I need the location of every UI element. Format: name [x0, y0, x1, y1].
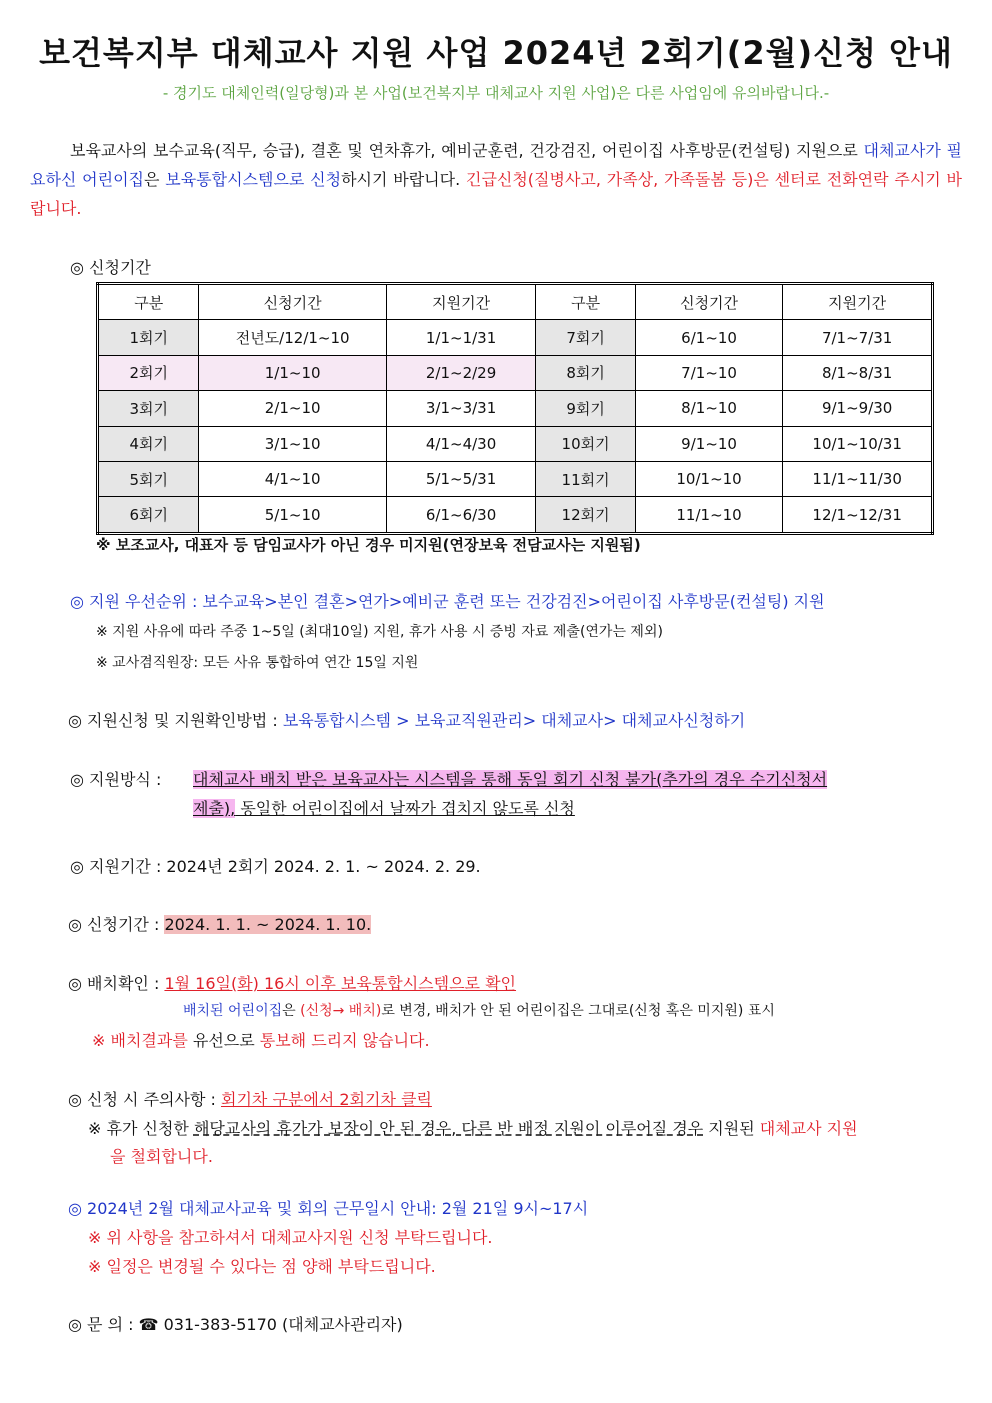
- header-cell: 구분: [536, 284, 636, 320]
- intro-paragraph: 보육교사의 보수교육(직무, 승급), 결혼 및 연차휴가, 예비군훈련, 건강검진, 어린이집 사후방문(컨설팅) 지원으로 대체교사가 필요하신 어린이집은 보육통합시스템으로 신청하시기 바랍니다. 긴급신청(질병사고, 가족상, 가족돌봄 등)은 센터로 전화연락 주시기 바랍니다.: [30, 141, 963, 218]
- round-cell: 9회기: [536, 391, 636, 426]
- schedule-note: ※ 보조교사, 대표자 등 담임교사가 아닌 경우 미지원(연장보육 전담교사는 지원됨): [96, 536, 641, 554]
- table-cell: 4/1~10: [199, 461, 386, 496]
- round-cell: 10회기: [536, 426, 636, 461]
- table-row-highlighted: [98, 355, 933, 390]
- table-cell: 8/1~10: [635, 391, 782, 426]
- table-row: [98, 497, 933, 533]
- table-cell: 5/1~10: [199, 497, 386, 533]
- round-cell: 12회기: [536, 497, 636, 533]
- table-cell: 11/1~11/30: [783, 461, 933, 496]
- support-method-line-1: 대체교사 배치 받은 보육교사는 시스템을 통해 동일 회기 신청 불가(추가의 경우 수기신청서: [193, 770, 828, 789]
- round-cell: 8회기: [536, 355, 636, 390]
- round-cell: 6회기: [98, 497, 199, 533]
- placement-detail: 배치된 어린이집은 (신청→ 배치)로 변경, 배치가 안 된 어린이집은 그대로(신청 혹은 미지원) 표시: [183, 1003, 775, 1019]
- round-cell: 4회기: [98, 426, 199, 461]
- table-header-row: [98, 284, 933, 320]
- round-cell: 11회기: [536, 461, 636, 496]
- priority-note-1: ※ 지원 사유에 따라 주중 1~5일 (최대10일) 지원, 휴가 사용 시 증빙 자료 제출(연가는 제외): [96, 624, 663, 640]
- priority-note-2: ※ 교사겸직원장: 모든 사유 통합하여 연간 15일 지원: [96, 655, 419, 671]
- table-row: [98, 391, 933, 426]
- caution-note: ※ 휴가 신청한 해당교사의 휴가가 보장이 안 된 경우, 다른 반 배정 지원이 이루어질 경우 지원된 대체교사 지원: [88, 1119, 858, 1138]
- schedule-table: [96, 282, 934, 535]
- placement-line: ◎ 배치확인 : 1월 16일(화) 16시 이후 보육통합시스템으로 확인: [68, 974, 517, 993]
- table-cell: 6/1~6/30: [386, 497, 536, 533]
- table-cell: 3/1~10: [199, 426, 386, 461]
- round-cell: 3회기: [98, 391, 199, 426]
- contact-line: ◎ 문 의 : ☎ 031-383-5170 (대체교사관리자): [68, 1315, 403, 1334]
- header-cell: 지원기간: [386, 284, 536, 320]
- page-title: 보건복지부 대체교사 지원 사업 2024년 2회기(2월)신청 안내: [39, 34, 953, 72]
- subtitle-notice: - 경기도 대체인력(일당형)과 본 사업(보건복지부 대체교사 지원 사업)은 다른 사업임에 유의바랍니다.-: [162, 84, 830, 102]
- caution-line: ◎ 신청 시 주의사항 : 회기차 구분에서 2회기차 클릭: [68, 1090, 432, 1109]
- table-row: [98, 320, 933, 355]
- table-cell: 11/1~10: [635, 497, 782, 533]
- training-note-1: ※ 위 사항을 참고하셔서 대체교사지원 신청 부탁드립니다.: [88, 1228, 493, 1247]
- table-cell: 2/1~10: [199, 391, 386, 426]
- table-row: [98, 426, 933, 461]
- table-cell: 2/1~2/29: [386, 355, 536, 390]
- table-cell: 10/1~10/31: [783, 426, 933, 461]
- table-cell: 12/1~12/31: [783, 497, 933, 533]
- training-note-2: ※ 일정은 변경될 수 있다는 점 양해 부탁드립니다.: [88, 1257, 436, 1276]
- table-cell: 9/1~9/30: [783, 391, 933, 426]
- support-period: ◎ 지원기간 : 2024년 2회기 2024. 2. 1. ~ 2024. 2. 29.: [70, 857, 481, 876]
- table-cell: 1/1~1/31: [386, 320, 536, 355]
- priority-line: ◎ 지원 우선순위 : 보수교육>본인 결혼>연가>예비군 훈련 또는 건강검진>어린이집 사후방문(컨설팅) 지원: [70, 592, 825, 611]
- support-method-label: ◎ 지원방식 :: [70, 770, 162, 789]
- header-cell: 신청기간: [635, 284, 782, 320]
- apply-period: ◎ 신청기간 : 2024. 1. 1. ~ 2024. 1. 10.: [68, 915, 372, 934]
- support-method-line-2: 제출), 동일한 어린이집에서 날짜가 겹치지 않도록 신청: [193, 799, 575, 818]
- table-cell: 1/1~10: [199, 355, 386, 390]
- table-cell: 7/1~7/31: [783, 320, 933, 355]
- table-cell: 6/1~10: [635, 320, 782, 355]
- table-cell: 8/1~8/31: [783, 355, 933, 390]
- caution-note-cont: 을 철회합니다.: [110, 1147, 213, 1166]
- header-cell: 지원기간: [783, 284, 933, 320]
- table-cell: 4/1~4/30: [386, 426, 536, 461]
- table-cell: 3/1~3/31: [386, 391, 536, 426]
- header-cell: 신청기간: [199, 284, 386, 320]
- table-cell: 5/1~5/31: [386, 461, 536, 496]
- table-cell: 7/1~10: [635, 355, 782, 390]
- table-row: [98, 461, 933, 496]
- placement-note: ※ 배치결과를 유선으로 통보해 드리지 않습니다.: [92, 1031, 430, 1050]
- round-cell: 7회기: [536, 320, 636, 355]
- round-cell: 2회기: [98, 355, 199, 390]
- round-cell: 1회기: [98, 320, 199, 355]
- method-line: ◎ 지원신청 및 지원확인방법 : 보육통합시스템 > 보육교직원관리> 대체교사> 대체교사신청하기: [68, 711, 746, 730]
- table-cell: 9/1~10: [635, 426, 782, 461]
- training-line: ◎ 2024년 2월 대체교사교육 및 회의 근무일시 안내: 2월 21일 9시~17시: [68, 1199, 589, 1218]
- table-cell: 전년도/12/1~10: [199, 320, 386, 355]
- schedule-heading: ◎ 신청기간: [70, 258, 151, 277]
- header-cell: 구분: [98, 284, 199, 320]
- table-cell: 10/1~10: [635, 461, 782, 496]
- round-cell: 5회기: [98, 461, 199, 496]
